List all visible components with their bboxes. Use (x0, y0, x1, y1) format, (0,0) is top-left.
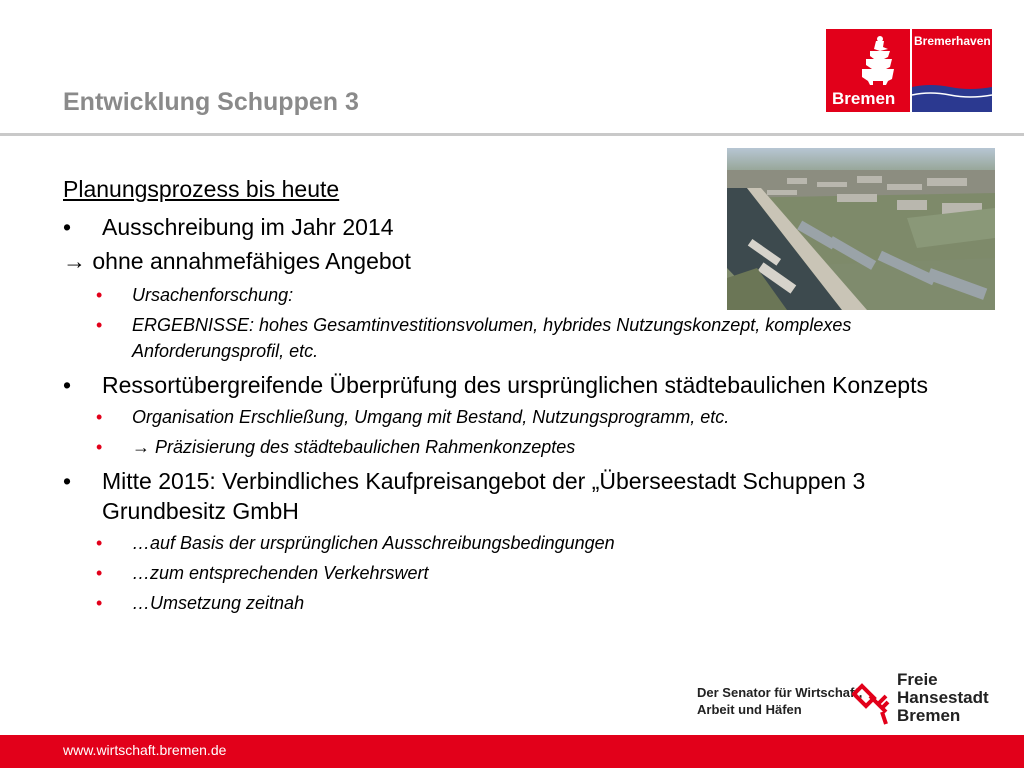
title-divider (0, 133, 1024, 136)
senator-line-1: Der Senator für Wirtschaft, (697, 685, 863, 700)
slide-title: Entwicklung Schuppen 3 (63, 88, 359, 116)
sub-bullet-item (63, 312, 963, 364)
section-heading: Planungsprozess bis heute (63, 176, 340, 202)
sub-bullet-item (63, 560, 963, 586)
bullet-marker: • (96, 315, 103, 335)
logo-bremen-label: Bremen (832, 89, 896, 108)
bullet-item (63, 370, 963, 400)
bullet-text: → Präzisierung des städtebaulichen Rahmenkonzeptes (132, 437, 576, 457)
bullet-marker: • (96, 437, 103, 457)
bullet-list (63, 212, 963, 616)
slide-body (63, 172, 963, 616)
sub-bullet-item (63, 282, 963, 308)
bremen-key-coat-of-arms-icon (852, 678, 892, 726)
bullet-marker: • (96, 407, 103, 427)
bullet-marker: • (63, 214, 72, 240)
bullet-text: Ursachenforschung: (132, 285, 294, 305)
bullet-item (63, 212, 963, 242)
bremen-bremerhaven-logo (826, 29, 992, 112)
bullet-item (63, 244, 963, 278)
bullet-item (63, 466, 963, 526)
bullet-text: ERGEBNISSE: hohes Gesamtinvestitionsvolumen, hybrides Nutzungskonzept, komplexes Anforderungsprofil, etc. (132, 315, 852, 361)
bullet-text: …auf Basis der ursprünglichen Ausschreibungsbedingungen (132, 533, 615, 553)
bullet-text: Ressortübergreifende Überprüfung des ursprünglichen städtebaulichen Konzepts (102, 372, 928, 398)
bullet-text: Ausschreibung im Jahr 2014 (102, 214, 394, 240)
bullet-marker: • (63, 372, 72, 398)
bullet-text: Mitte 2015: Verbindliches Kaufpreisangebot der „Überseestadt Schuppen 3 Grundbesitz GmbH (102, 468, 866, 524)
bullet-marker: • (96, 285, 103, 305)
bullet-text: …zum entsprechenden Verkehrswert (132, 563, 429, 583)
freie-hansestadt-label (897, 671, 989, 725)
bullet-text: → ohne annahmefähiges Angebot (63, 248, 411, 274)
bullet-marker: • (96, 563, 103, 583)
fhb-line-3: Bremen (897, 706, 961, 725)
sub-bullet-item (63, 434, 963, 460)
fhb-line-1: Freie (897, 670, 938, 689)
logo-bremerhaven-label: Bremerhaven (914, 34, 991, 48)
senator-line-2: Arbeit und Häfen (697, 702, 802, 717)
bullet-marker: • (96, 533, 103, 553)
bullet-text: Organisation Erschließung, Umgang mit Bestand, Nutzungsprogramm, etc. (132, 407, 730, 427)
bullet-text: …Umsetzung zeitnah (132, 593, 305, 613)
sub-bullet-item (63, 404, 963, 430)
bullet-marker: • (63, 468, 72, 494)
footer-url-link[interactable]: www.wirtschaft.bremen.de (63, 742, 227, 758)
bullet-marker: • (96, 593, 103, 613)
sub-bullet-item (63, 590, 963, 616)
fhb-line-2: Hansestadt (897, 688, 989, 707)
sub-bullet-item (63, 530, 963, 556)
senator-label (697, 684, 862, 718)
